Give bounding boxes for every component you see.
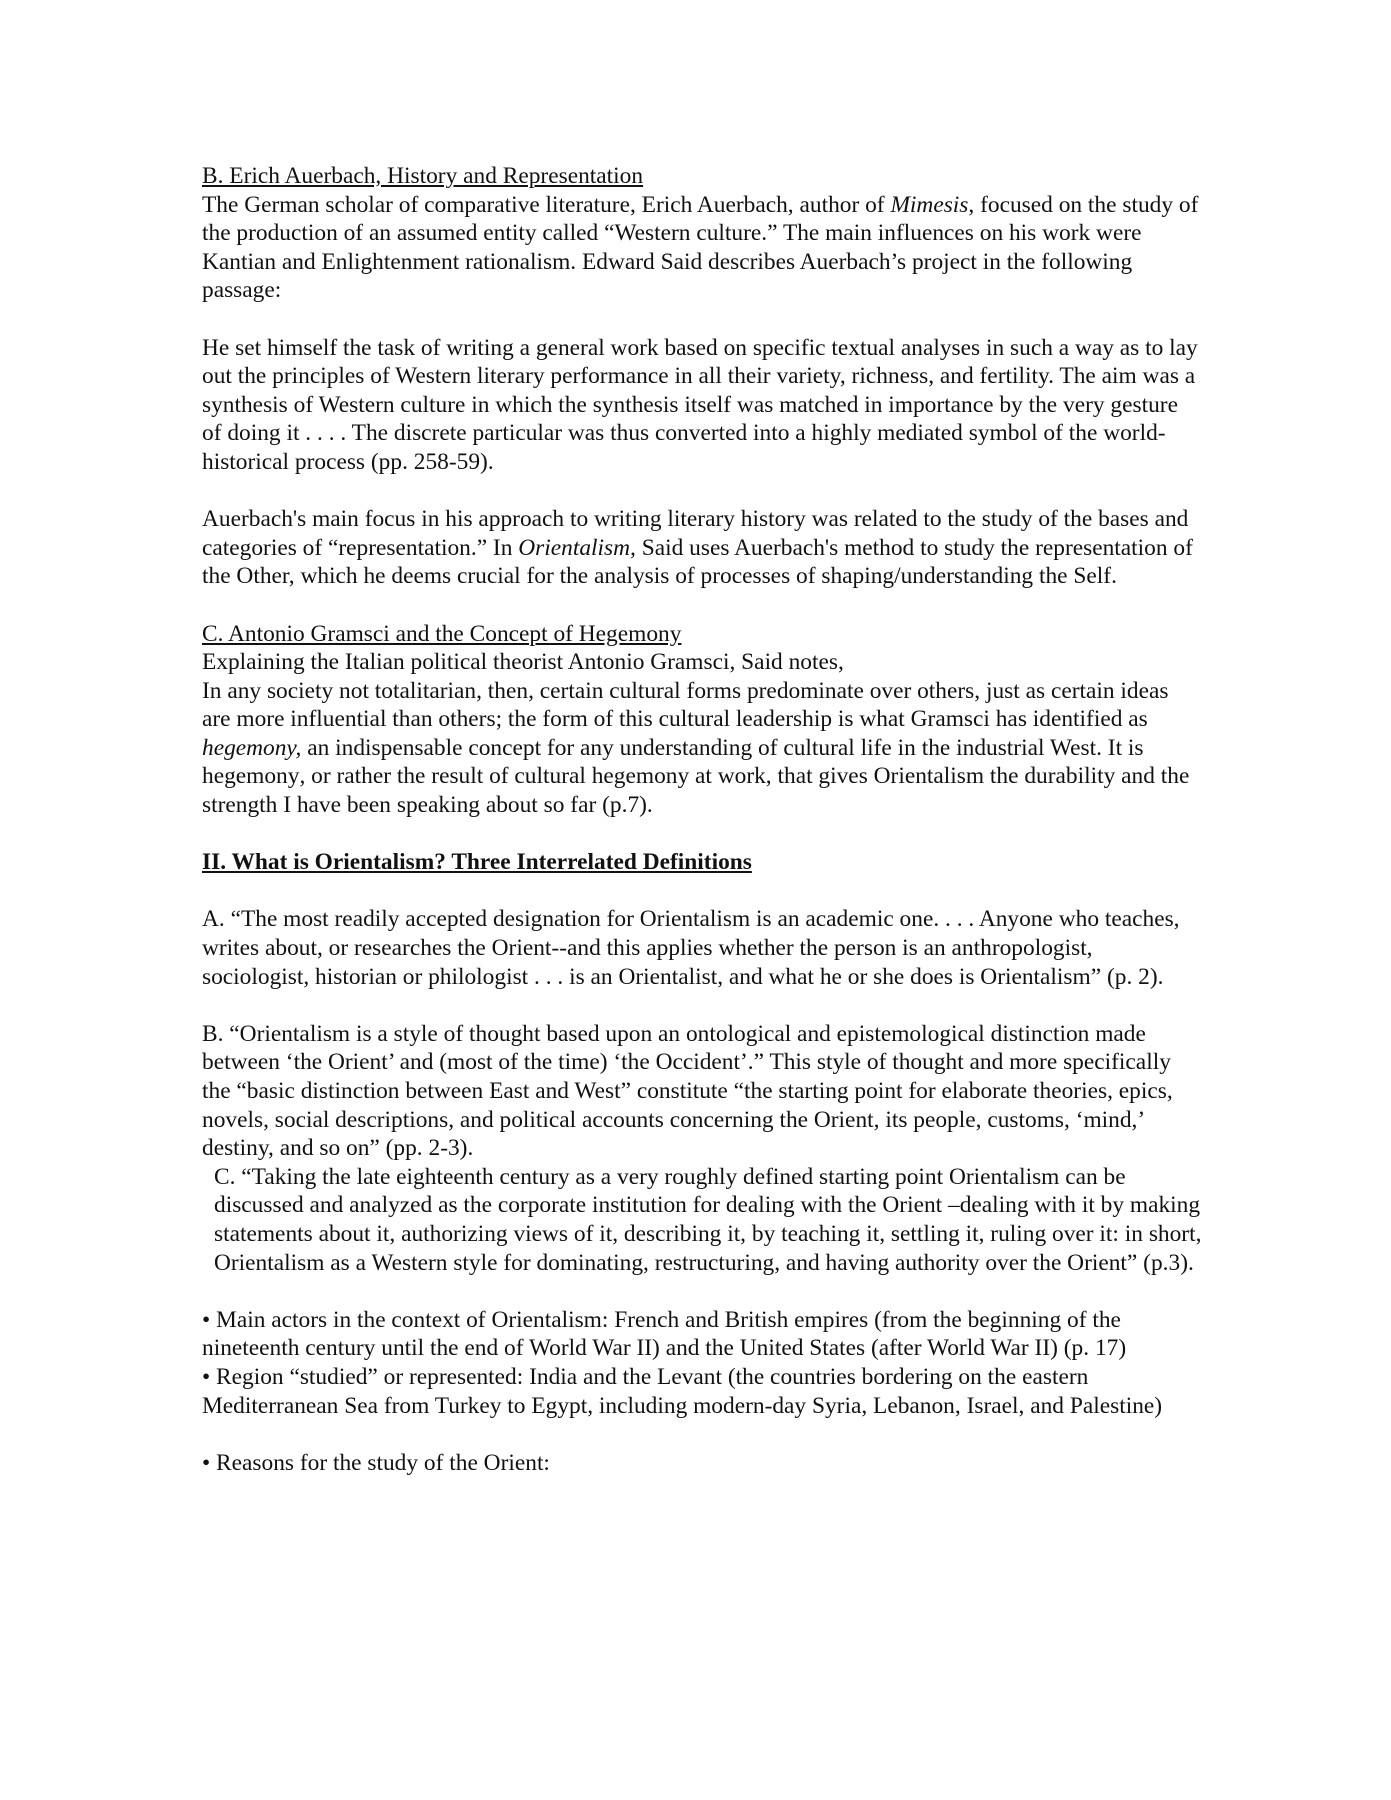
section-b-intro-text-cont: , focused on the study of the production of an assumed entity called “Western culture.” The main influences on his work were Kantian and Enlightenment rationalism. Edward Said describes Auerbach’s project in the following passage: <box>202 191 1199 304</box>
bullet-main-actors: • Main actors in the context of Orientalism: French and British empires (from the beginning of the nineteenth century until the end of World War II) and the United States (after World War II) (p. 17) <box>202 1306 1127 1362</box>
section-b-heading: B. Erich Auerbach, History and Representation <box>202 163 644 189</box>
spacer <box>202 477 1202 506</box>
definition-a: A. “The most readily accepted designation for Orientalism is an academic one. . . . Anyone who teaches, writes about, or researches the Orient--and this applies whether the person is an anthropologist, sociologist, historian or philologist . . . is an Orientalist, and what he or she does is Orientalism” (p. 2). <box>202 906 1180 990</box>
bullet-reasons: • Reasons for the study of the Orient: <box>202 1449 550 1476</box>
focus-text: Auerbach's main focus in his approach to writing literary history was related to the study of the bases and categories of “representation.” In <box>202 506 1189 561</box>
gramsci-quote <box>202 677 1202 820</box>
definition-c: C. “Taking the late eighteenth century as a very roughly defined starting point Orientalism can be discussed and analyzed as the corporate institution for dealing with the Orient –dealing with it by making statements about it, authorizing views of it, describing it, by teaching it, settling it, ruling over it: in short, Orientalism as a Western style for dominating, restructuring, and having authority over the Orient” (p.3). <box>214 1163 1202 1276</box>
focus-text-cont: Said uses Auerbach's method to study the representation of the Other, which he deems crucial for the analysis of processes of shaping/understanding the Self. <box>202 534 1193 590</box>
auerbach-quote: He set himself the task of writing a general work based on specific textual analyses in such a way as to lay out the principles of Western literary performance in all their variety, richness, and fertility. The aim was a synthesis of Western culture in which the synthesis itself was matched in importance by the very gesture of doing it . . . . The discrete particular was thus converted into a highly mediated symbol of the world-historical process (pp. 258-59). <box>202 334 1198 475</box>
definition-b: B. “Orientalism is a style of thought based upon an ontological and epistemological distinction made between ‘the Orient’ and (most of the time) ‘the Occident’.” This style of thought and more specifically the “basic distinction between East and West” constitute “the starting point for elaborate theories, epics, novels, social descriptions, and political accounts concerning the Orient, its people, customs, ‘mind,’ destiny, and so on” (pp. 2-3). <box>202 1020 1173 1162</box>
spacer <box>202 1277 1202 1306</box>
spacer <box>202 991 1202 1020</box>
mimesis-title: Mimesis <box>890 191 969 218</box>
gramsci-quote-text: In any society not totalitarian, then, certain cultural forms predominate over others, just as certain ideas are more influential than others; the form of this cultural leadership is what Gramsci has identified as <box>202 677 1169 733</box>
orientalism-title: Orientalism, <box>518 534 636 561</box>
gramsci-quote-text-end: or rather the result of cultural hegemony at work, that gives Orientalism the durability and the strength I have been speaking about so far (p.7). <box>202 763 1190 819</box>
gramsci-quote-text-cont: an indispensable concept for any understanding of cultural life in the industrial West. It is hegemony <box>202 734 1144 790</box>
section-b-intro-paragraph <box>202 191 1202 305</box>
hegemony-term: hegemony, <box>202 734 302 761</box>
bullet-region: • Region “studied” or represented: India and the Levant (the countries bordering on the eastern Mediterranean Sea from Turkey to Egypt, including modern-day Syria, Lebanon, Israel, and Palestine) <box>202 1363 1163 1419</box>
section-b-intro-text: The German scholar of comparative literature, Erich Auerbach, author of <box>202 191 891 218</box>
spacer <box>202 1420 1202 1449</box>
italic-comma: , <box>299 763 306 790</box>
spacer <box>202 305 1202 334</box>
section-c-heading: C. Antonio Gramsci and the Concept of Hegemony <box>202 620 682 647</box>
auerbach-focus-paragraph <box>202 505 1202 591</box>
section-c-intro: Explaining the Italian political theorist Antonio Gramsci, Said notes, <box>202 649 844 676</box>
spacer <box>202 877 1202 906</box>
section-ii-heading: II. What is Orientalism? Three Interrelated Definitions <box>202 849 752 876</box>
spacer <box>202 591 1202 620</box>
document-page <box>202 162 1202 1477</box>
spacer <box>202 820 1202 849</box>
